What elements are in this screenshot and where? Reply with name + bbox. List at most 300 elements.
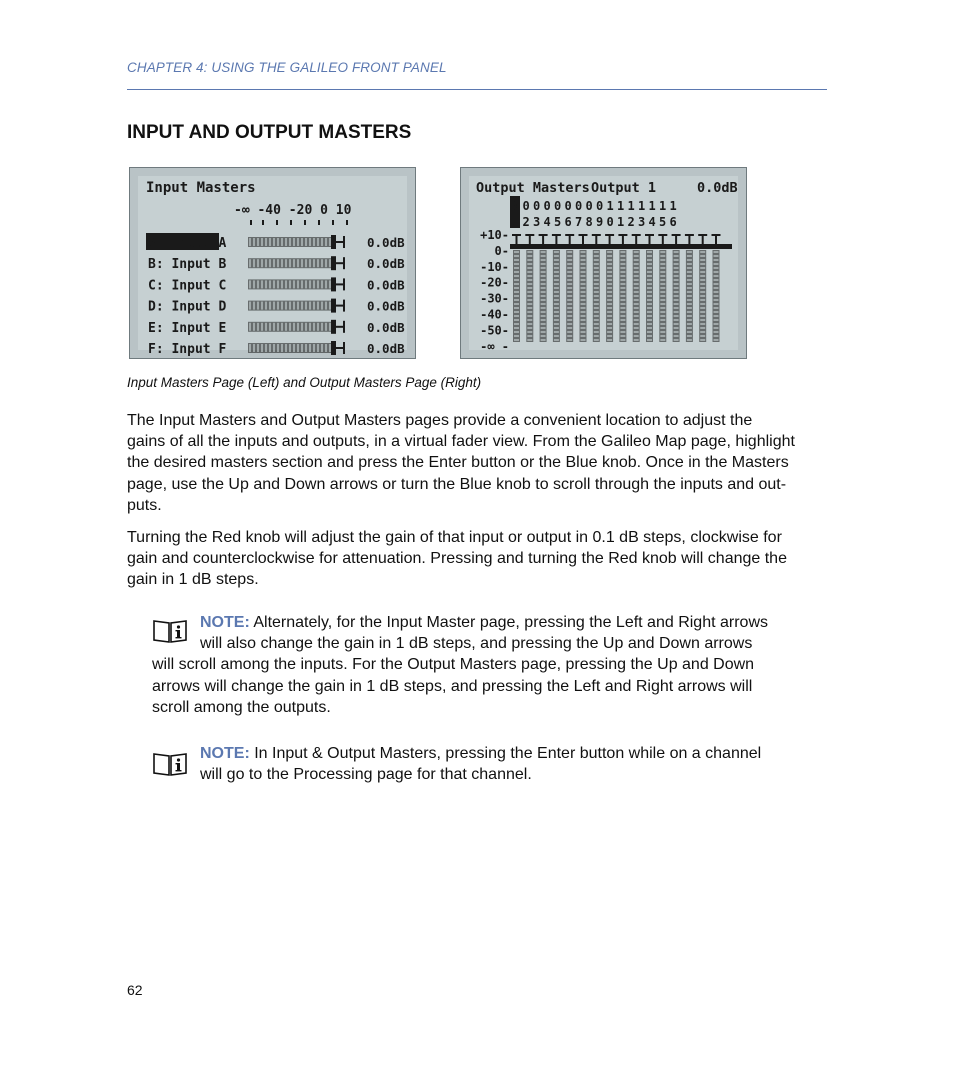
fader-hatch [527, 287, 532, 289]
fader-hatch [620, 267, 625, 269]
fader-hatch [309, 323, 311, 331]
fader-hatch [647, 335, 652, 337]
fader-hatch [687, 283, 692, 285]
fader-hatch [249, 259, 251, 267]
fader-hatch [594, 327, 599, 329]
fader-hatch [293, 238, 295, 246]
fader-thumb-tail [336, 241, 344, 243]
fader-hatch [305, 302, 307, 310]
fader-hatch [660, 319, 665, 321]
fader-hatch [329, 259, 331, 267]
fader-hatch [620, 323, 625, 325]
note-first-line [152, 612, 802, 633]
note-line: will also change the gain in 1 dB steps, and pressing the Up and Down arrows [200, 635, 753, 653]
fader-hatch [647, 331, 652, 333]
fader-hatch [647, 267, 652, 269]
fader-hatch [265, 302, 267, 310]
fader-hatch [620, 331, 625, 333]
fader-hatch [321, 323, 323, 331]
fader-hatch [607, 259, 612, 261]
fader-hatch [317, 323, 319, 331]
fader-hatch [514, 299, 519, 301]
fader-hatch [714, 291, 719, 293]
fader-hatch [687, 279, 692, 281]
fader-hatch [321, 259, 323, 267]
channel-ones-digit: 4 [543, 215, 551, 229]
fader-hatch [289, 238, 291, 246]
fader-hatch [253, 259, 255, 267]
fader-thumb-tail [336, 305, 344, 307]
fader-stem [649, 234, 651, 244]
fader-hatch [700, 335, 705, 337]
fader-hatch [257, 280, 259, 288]
channel-tens-digit: 0 [596, 199, 604, 213]
fader-hatch [541, 307, 546, 309]
fader-hatch [660, 335, 665, 337]
channel-tens-digit: 0 [522, 199, 530, 213]
paragraph-line: the desired masters section and press the Enter button or the Blue knob. Once in the Masters [127, 454, 789, 472]
fader-hatch [714, 303, 719, 305]
fader-hatch [647, 307, 652, 309]
fader-hatch [594, 335, 599, 337]
fader-hatch [313, 302, 315, 310]
fader-hatch [634, 315, 639, 317]
fader-stem [635, 234, 637, 244]
fader-hatch [620, 271, 625, 273]
fader-stem [582, 234, 584, 244]
output-channel-label: Output 1 [591, 180, 657, 196]
fader-hatch [687, 335, 692, 337]
fader-hatch [660, 291, 665, 293]
channel-tens-digit: 0 [564, 199, 572, 213]
fader-hatch [607, 267, 612, 269]
fader-hatch [281, 280, 283, 288]
input-masters-lcd [130, 168, 417, 360]
fader-hatch [700, 291, 705, 293]
input-row-value: 0.0dB [367, 235, 405, 250]
fader-thumb [331, 235, 336, 249]
fader-hatch [674, 271, 679, 273]
fader-hatch [674, 299, 679, 301]
input-rows [146, 233, 405, 357]
paragraph-2 [127, 527, 827, 591]
fader-hatch [581, 259, 586, 261]
scale-label: -40- [480, 307, 509, 322]
fader-hatch [620, 335, 625, 337]
fader-hatch [620, 263, 625, 265]
fader-hatch [567, 311, 572, 313]
channel-tens-digit: 1 [606, 199, 614, 213]
fader-hatch [313, 259, 315, 267]
fader-hatch [647, 287, 652, 289]
fader-hatch [700, 263, 705, 265]
fader-hatch [700, 323, 705, 325]
fader-hatch [620, 327, 625, 329]
fader-hatch [317, 302, 319, 310]
fader-hatch [620, 283, 625, 285]
fader-hatch [269, 238, 271, 246]
fader-hatch [309, 344, 311, 352]
fader-hatch [305, 238, 307, 246]
fader-hatch [541, 275, 546, 277]
channel-ones-digit: 5 [659, 215, 667, 229]
fader-hatch [567, 335, 572, 337]
fader-hatch [594, 339, 599, 341]
fader-hatch [687, 331, 692, 333]
fader-hatch [249, 323, 251, 331]
fader-hatch [527, 319, 532, 321]
fader-hatch [514, 303, 519, 305]
input-scale-labels: -∞ -40 -20 0 10 [234, 203, 352, 218]
fader-hatch [607, 279, 612, 281]
fader-hatch [567, 331, 572, 333]
fader-hatch [554, 327, 559, 329]
fader-hatch [714, 311, 719, 313]
fader-hatch [325, 280, 327, 288]
fader-hatch [567, 275, 572, 277]
fader-hatch [293, 259, 295, 267]
scale-label: 0- [494, 243, 509, 258]
fader-hatch [514, 255, 519, 257]
fader-hatch [647, 315, 652, 317]
fader-hatch [277, 259, 279, 267]
fader-hatch [674, 287, 679, 289]
note-line: will go to the Processing page for that channel. [200, 766, 532, 784]
fader-hatch [594, 263, 599, 265]
fader-thumb [331, 256, 336, 270]
fader-hatch [527, 267, 532, 269]
fader-hatch [554, 275, 559, 277]
fader-hatch [305, 259, 307, 267]
fader-hatch [594, 251, 599, 253]
fader-hatch [714, 319, 719, 321]
fader-hatch [660, 323, 665, 325]
fader-hatch [674, 307, 679, 309]
page-number: 62 [127, 982, 143, 998]
paragraph-line: puts. [127, 496, 162, 514]
fader-hatch [541, 295, 546, 297]
fader-hatch [567, 271, 572, 273]
header-rule [127, 89, 827, 90]
note-first-line [152, 743, 802, 764]
fader-hatch [700, 251, 705, 253]
fader-hatch [634, 263, 639, 265]
channel-tens-digit: 0 [543, 199, 551, 213]
fader-hatch [620, 299, 625, 301]
channel-ones-digit: 0 [606, 215, 614, 229]
fader-hatch [325, 238, 327, 246]
fader-hatch [567, 315, 572, 317]
fader-end [343, 321, 345, 333]
fader-hatch [714, 275, 719, 277]
fader-hatch [594, 275, 599, 277]
output-masters-screenshot [460, 167, 747, 359]
fader-hatch [620, 279, 625, 281]
fader-hatch [541, 339, 546, 341]
fader-hatch [674, 263, 679, 265]
fader-hatch [674, 283, 679, 285]
output-gain-value: 0.0dB [697, 180, 738, 196]
input-row-label: C: Input C [148, 278, 227, 294]
fader-hatch [541, 255, 546, 257]
fader-hatch [514, 295, 519, 297]
fader-hatch [567, 327, 572, 329]
fader-hatch [647, 251, 652, 253]
fader-hatch [329, 323, 331, 331]
fader-hatch [317, 259, 319, 267]
fader-hatch [527, 255, 532, 257]
fader-hatch [581, 287, 586, 289]
channel-tens-digit: 1 [669, 199, 677, 213]
fader-hatch [289, 280, 291, 288]
channel-ones-digit: 1 [617, 215, 625, 229]
fader-stem [622, 234, 624, 244]
fader-hatch [261, 259, 263, 267]
fader-hatch [321, 344, 323, 352]
fader-hatch [634, 299, 639, 301]
fader-hatch [293, 302, 295, 310]
fader-hatch [514, 323, 519, 325]
fader-hatch [634, 279, 639, 281]
channel-ones-digit: 8 [585, 215, 593, 229]
fader-hatch [620, 291, 625, 293]
scale-tick [346, 220, 348, 225]
fader-hatch [329, 280, 331, 288]
fader-hatch [269, 302, 271, 310]
fader-hatch [607, 287, 612, 289]
note-text: In Input & Output Masters, pressing the Enter button while on a channel [249, 745, 762, 762]
fader-hatch [305, 344, 307, 352]
fader-hatch [261, 344, 263, 352]
input-row-value: 0.0dB [367, 341, 405, 356]
fader-hatch [581, 299, 586, 301]
fader-hatch [647, 295, 652, 297]
fader-hatch [317, 280, 319, 288]
fader-hatch [541, 263, 546, 265]
fader-hatch [700, 275, 705, 277]
fader-hatch [660, 327, 665, 329]
fader-hatch [325, 323, 327, 331]
fader-hatch [273, 238, 275, 246]
fader-hatch [634, 323, 639, 325]
fader-hatch [269, 259, 271, 267]
fader-hatch [714, 315, 719, 317]
fader-hatch [514, 331, 519, 333]
fader-stem [516, 234, 518, 244]
fader-hatch [273, 302, 275, 310]
fader-hatch [594, 315, 599, 317]
fader-hatch [567, 263, 572, 265]
fader-hatch [581, 339, 586, 341]
fader-hatch [674, 295, 679, 297]
chapter-header: CHAPTER 4: USING THE GALILEO FRONT PANEL [127, 60, 447, 75]
fader-hatch [714, 271, 719, 273]
fader-hatch [607, 335, 612, 337]
fader-hatch [261, 302, 263, 310]
channel-tens-digit: 0 [533, 199, 541, 213]
fader-hatch [594, 271, 599, 273]
scale-label: -10- [480, 259, 509, 274]
fader-hatch [281, 323, 283, 331]
fader-hatch [554, 335, 559, 337]
channel-ones-digit: 3 [533, 215, 541, 229]
fader-hatch [541, 271, 546, 273]
channel-ones-digit: 5 [554, 215, 562, 229]
fader-hatch [301, 280, 303, 288]
fader-hatch [700, 315, 705, 317]
fader-hatch [514, 315, 519, 317]
fader-hatch [660, 255, 665, 257]
fader-hatch [514, 287, 519, 289]
section-title: INPUT AND OUTPUT MASTERS [127, 122, 412, 143]
fader-hatch [660, 267, 665, 269]
fader-hatch [674, 315, 679, 317]
fader-hatch [607, 303, 612, 305]
fader-hatch [581, 263, 586, 265]
fader-hatch [297, 238, 299, 246]
fader-hatch [273, 344, 275, 352]
fader-hatch [265, 323, 267, 331]
fader-hatch [660, 311, 665, 313]
fader-hatch [581, 291, 586, 293]
fader-hatch [581, 327, 586, 329]
fader-hatch [674, 255, 679, 257]
fader-hatch [554, 295, 559, 297]
fader-hatch [567, 307, 572, 309]
channel-ones-digit: 3 [638, 215, 646, 229]
fader-hatch [620, 255, 625, 257]
fader-hatch [674, 303, 679, 305]
fader-hatch [309, 302, 311, 310]
output-channel-numbers [510, 196, 677, 229]
fader-hatch [714, 327, 719, 329]
fader-hatch [285, 302, 287, 310]
fader-end [343, 257, 345, 269]
fader-hatch [281, 302, 283, 310]
fader-hatch [581, 319, 586, 321]
fader-end [343, 342, 345, 354]
fader-hatch [714, 263, 719, 265]
fader-hatch [634, 331, 639, 333]
fader-hatch [514, 335, 519, 337]
input-row-label: D: Input D [148, 299, 227, 315]
fader-hatch [554, 263, 559, 265]
fader-hatch [567, 287, 572, 289]
fader-hatch [687, 303, 692, 305]
fader-hatch [514, 311, 519, 313]
fader-hatch [700, 307, 705, 309]
fader-hatch [265, 280, 267, 288]
channel-ones-digit: 6 [669, 215, 677, 229]
fader-hatch [660, 275, 665, 277]
channel-ones-digit: 7 [575, 215, 583, 229]
fader-hatch [647, 275, 652, 277]
fader-hatch [297, 280, 299, 288]
fader-hatch [321, 302, 323, 310]
fader-hatch [567, 283, 572, 285]
figure-caption: Input Masters Page (Left) and Output Masters Page (Right) [127, 375, 482, 390]
fader-hatch [541, 279, 546, 281]
fader-hatch [660, 271, 665, 273]
fader-hatch [634, 311, 639, 313]
fader-hatch [261, 323, 263, 331]
fader-hatch [687, 339, 692, 341]
fader-hatch [249, 280, 251, 288]
fader-hatch [687, 267, 692, 269]
scale-tick [290, 220, 292, 225]
fader-hatch [514, 279, 519, 281]
fader-hatch [594, 311, 599, 313]
fader-hatch [514, 251, 519, 253]
channel-tens-digit: 1 [638, 199, 646, 213]
fader-hatch [554, 303, 559, 305]
fader-hatch [581, 311, 586, 313]
fader-hatch [554, 251, 559, 253]
fader-hatch [527, 299, 532, 301]
fader-hatch [269, 323, 271, 331]
fader-hatch [541, 331, 546, 333]
fader-hatch [581, 283, 586, 285]
fader-hatch [594, 295, 599, 297]
fader-hatch [607, 263, 612, 265]
fader-hatch [634, 275, 639, 277]
fader-hatch [634, 319, 639, 321]
fader-hatch [714, 295, 719, 297]
note-2 [152, 743, 802, 785]
fader-hatch [700, 319, 705, 321]
fader-hatch [541, 259, 546, 261]
fader-hatch [607, 251, 612, 253]
fader-hatch [700, 303, 705, 305]
fader-hatch [527, 259, 532, 261]
fader-hatch [674, 259, 679, 261]
fader-hatch [253, 302, 255, 310]
fader-end [343, 300, 345, 312]
fader-hatch [541, 315, 546, 317]
fader-hatch [325, 259, 327, 267]
fader-stem [529, 234, 531, 244]
fader-hatch [277, 323, 279, 331]
fader-hatch [634, 303, 639, 305]
channel-ones-digit: 2 [627, 215, 635, 229]
fader-thumb [331, 277, 336, 291]
fader-stem [555, 234, 557, 244]
scale-tick [304, 220, 306, 225]
scale-tick [318, 220, 320, 225]
fader-hatch [554, 315, 559, 317]
fader-hatch [257, 344, 259, 352]
fader-hatch [700, 327, 705, 329]
fader-hatch [660, 295, 665, 297]
input-row-value: 0.0dB [367, 277, 405, 293]
fader-hatch [541, 291, 546, 293]
fader-hatch [620, 303, 625, 305]
fader-hatch [607, 295, 612, 297]
fader-hatch [527, 331, 532, 333]
fader-hatch [647, 327, 652, 329]
fader-hatch [514, 291, 519, 293]
fader-hatch [253, 344, 255, 352]
fader-hatch [607, 255, 612, 257]
fader-hatch [634, 267, 639, 269]
fader-hatch [634, 291, 639, 293]
fader-hatch [647, 271, 652, 273]
fader-hatch [647, 255, 652, 257]
fader-hatch [305, 323, 307, 331]
fader-stem [595, 234, 597, 244]
paragraph-line: gains of all the inputs and outputs, in a virtual fader view. From the Galileo Map page, highlight [127, 433, 795, 451]
fader-hatch [687, 275, 692, 277]
